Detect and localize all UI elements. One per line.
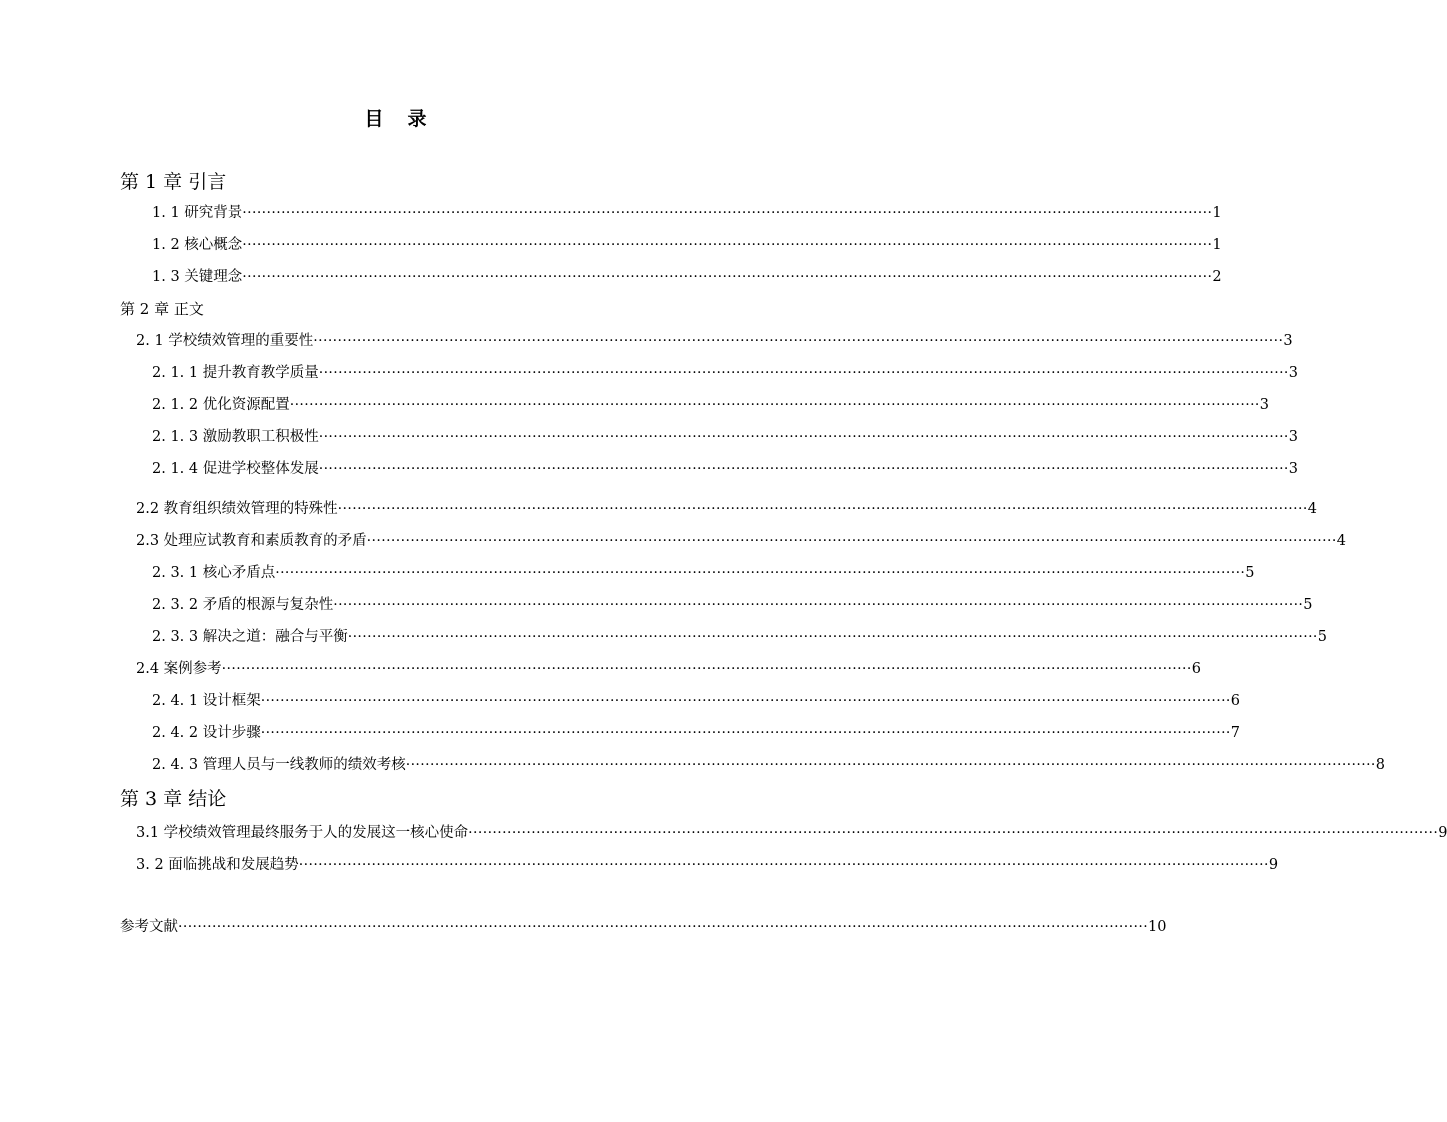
toc-entry[interactable]	[152, 461, 1299, 477]
toc-entry-label: 2. 4. 3 管理人员与一线教师的绩效考核	[152, 757, 406, 773]
toc-entry-label: 1. 2 核心概念	[152, 237, 243, 253]
chapter-2-heading: 第 2 章 正文	[120, 300, 204, 318]
toc-entry-label: 2. 1. 1 提升教育教学质量	[152, 365, 319, 381]
toc-leader-dots: ········································································································································································································	[242, 237, 1213, 253]
toc-entry-page: 3	[1283, 333, 1293, 349]
toc-leader-dots: ········································································································································································································	[260, 725, 1231, 741]
toc-entry[interactable]	[152, 397, 1270, 413]
toc-entry-label: 2. 3. 1 核心矛盾点	[152, 565, 276, 581]
toc-entry[interactable]	[152, 205, 1222, 221]
toc-entry[interactable]	[152, 629, 1328, 645]
toc-entry-page: 9	[1438, 825, 1447, 841]
toc-entry-page: 9	[1268, 857, 1279, 873]
toc-leader-dots: ········································································································································································································	[289, 397, 1260, 413]
toc-entry[interactable]	[136, 501, 1317, 517]
toc-entry-references[interactable]	[120, 919, 1167, 935]
toc-leader-dots: ········································································································································································································	[318, 365, 1289, 381]
toc-entry-label: 2.2 教育组织绩效管理的特殊性	[136, 501, 338, 517]
toc-entry-label: 2. 1. 3 激励教职工积极性	[152, 429, 319, 445]
toc-entry-page: 6	[1230, 693, 1241, 709]
toc-entry[interactable]	[136, 857, 1279, 873]
toc-entry-label: 2. 4. 2 设计步骤	[152, 725, 261, 741]
toc-entry-page: 6	[1191, 661, 1201, 677]
toc-entry-page: 5	[1317, 629, 1328, 645]
toc-entry-page: 4	[1336, 533, 1346, 549]
toc-leader-dots: ········································································································································································································	[242, 269, 1213, 285]
toc-entry-label: 2. 1 学校绩效管理的重要性	[136, 333, 314, 349]
toc-leader-dots: ········································································································································································································	[366, 533, 1337, 549]
toc-entry-page: 2	[1212, 269, 1222, 285]
toc-entry-page: 4	[1307, 501, 1317, 517]
toc-title	[0, 104, 793, 131]
toc-leader-dots: ········································································································································································································	[178, 919, 1149, 935]
toc-leader-dots: ········································································································································································································	[405, 757, 1376, 773]
toc-title-right: 录	[407, 108, 429, 130]
toc-leader-dots: ········································································································································································································	[221, 661, 1192, 677]
toc-entry-label: 参考文献	[120, 919, 178, 935]
toc-entry[interactable]	[152, 565, 1255, 581]
toc-leader-dots: ········································································································································································································	[468, 825, 1439, 841]
toc-title-left: 目	[364, 108, 386, 130]
toc-entry-page: 3	[1288, 461, 1299, 477]
toc-entry[interactable]	[152, 693, 1241, 709]
toc-entry[interactable]	[152, 365, 1299, 381]
chapter-1-heading: 第 1 章 引言	[120, 171, 227, 193]
toc-entry-page: 7	[1230, 725, 1241, 741]
toc-entry[interactable]	[136, 661, 1201, 677]
toc-leader-dots: ········································································································································································································	[313, 333, 1284, 349]
toc-leader-dots: ········································································································································································································	[337, 501, 1308, 517]
toc-entry[interactable]	[152, 429, 1299, 445]
toc-leader-dots: ········································································································································································································	[298, 857, 1269, 873]
toc-entry-page: 1	[1212, 237, 1222, 253]
chapter-3-heading: 第 3 章 结论	[120, 788, 227, 810]
toc-entry[interactable]	[152, 269, 1222, 285]
toc-leader-dots: ········································································································································································································	[260, 693, 1231, 709]
toc-leader-dots: ········································································································································································································	[318, 429, 1289, 445]
toc-entry[interactable]	[152, 237, 1222, 253]
toc-entry-label: 2.4 案例参考	[136, 661, 222, 677]
toc-entry-page: 3	[1288, 429, 1299, 445]
toc-entry[interactable]	[152, 725, 1241, 741]
toc-entry-label: 2. 1. 4 促进学校整体发展	[152, 461, 319, 477]
toc-leader-dots: ········································································································································································································	[318, 461, 1289, 477]
toc-entry-label: 2. 1. 2 优化资源配置	[152, 397, 290, 413]
toc-entry[interactable]	[136, 333, 1293, 349]
toc-entry-label: 2. 3. 2 矛盾的根源与复杂性	[152, 597, 334, 613]
toc-entry-label: 3. 2 面临挑战和发展趋势	[136, 857, 299, 873]
toc-leader-dots: ········································································································································································································	[275, 565, 1246, 581]
toc-entry-page: 3	[1288, 365, 1299, 381]
toc-entry-page: 5	[1245, 565, 1255, 581]
toc-entry-page: 10	[1148, 919, 1167, 935]
toc-entry[interactable]	[152, 597, 1313, 613]
toc-entry[interactable]	[136, 533, 1346, 549]
toc-leader-dots: ········································································································································································································	[333, 597, 1304, 613]
toc-entry-page: 8	[1375, 757, 1386, 773]
toc-entry-label: 2. 4. 1 设计框架	[152, 693, 261, 709]
toc-entry-page: 5	[1303, 597, 1313, 613]
toc-leader-dots: ········································································································································································································	[347, 629, 1318, 645]
toc-entry-label: 1. 1 研究背景	[152, 205, 243, 221]
toc-entry-label: 3.1 学校绩效管理最终服务于人的发展这一核心使命	[136, 825, 469, 841]
toc-entry[interactable]	[152, 757, 1386, 773]
toc-entry[interactable]	[136, 825, 1447, 841]
toc-leader-dots: ········································································································································································································	[242, 205, 1213, 221]
toc-entry-label: 1. 3 关键理念	[152, 269, 243, 285]
toc-entry-page: 1	[1212, 205, 1222, 221]
toc-entry-label: 2. 3. 3 解决之道：融合与平衡	[152, 629, 348, 645]
toc-entry-label: 2.3 处理应试教育和素质教育的矛盾	[136, 533, 367, 549]
toc-entry-page: 3	[1259, 397, 1270, 413]
